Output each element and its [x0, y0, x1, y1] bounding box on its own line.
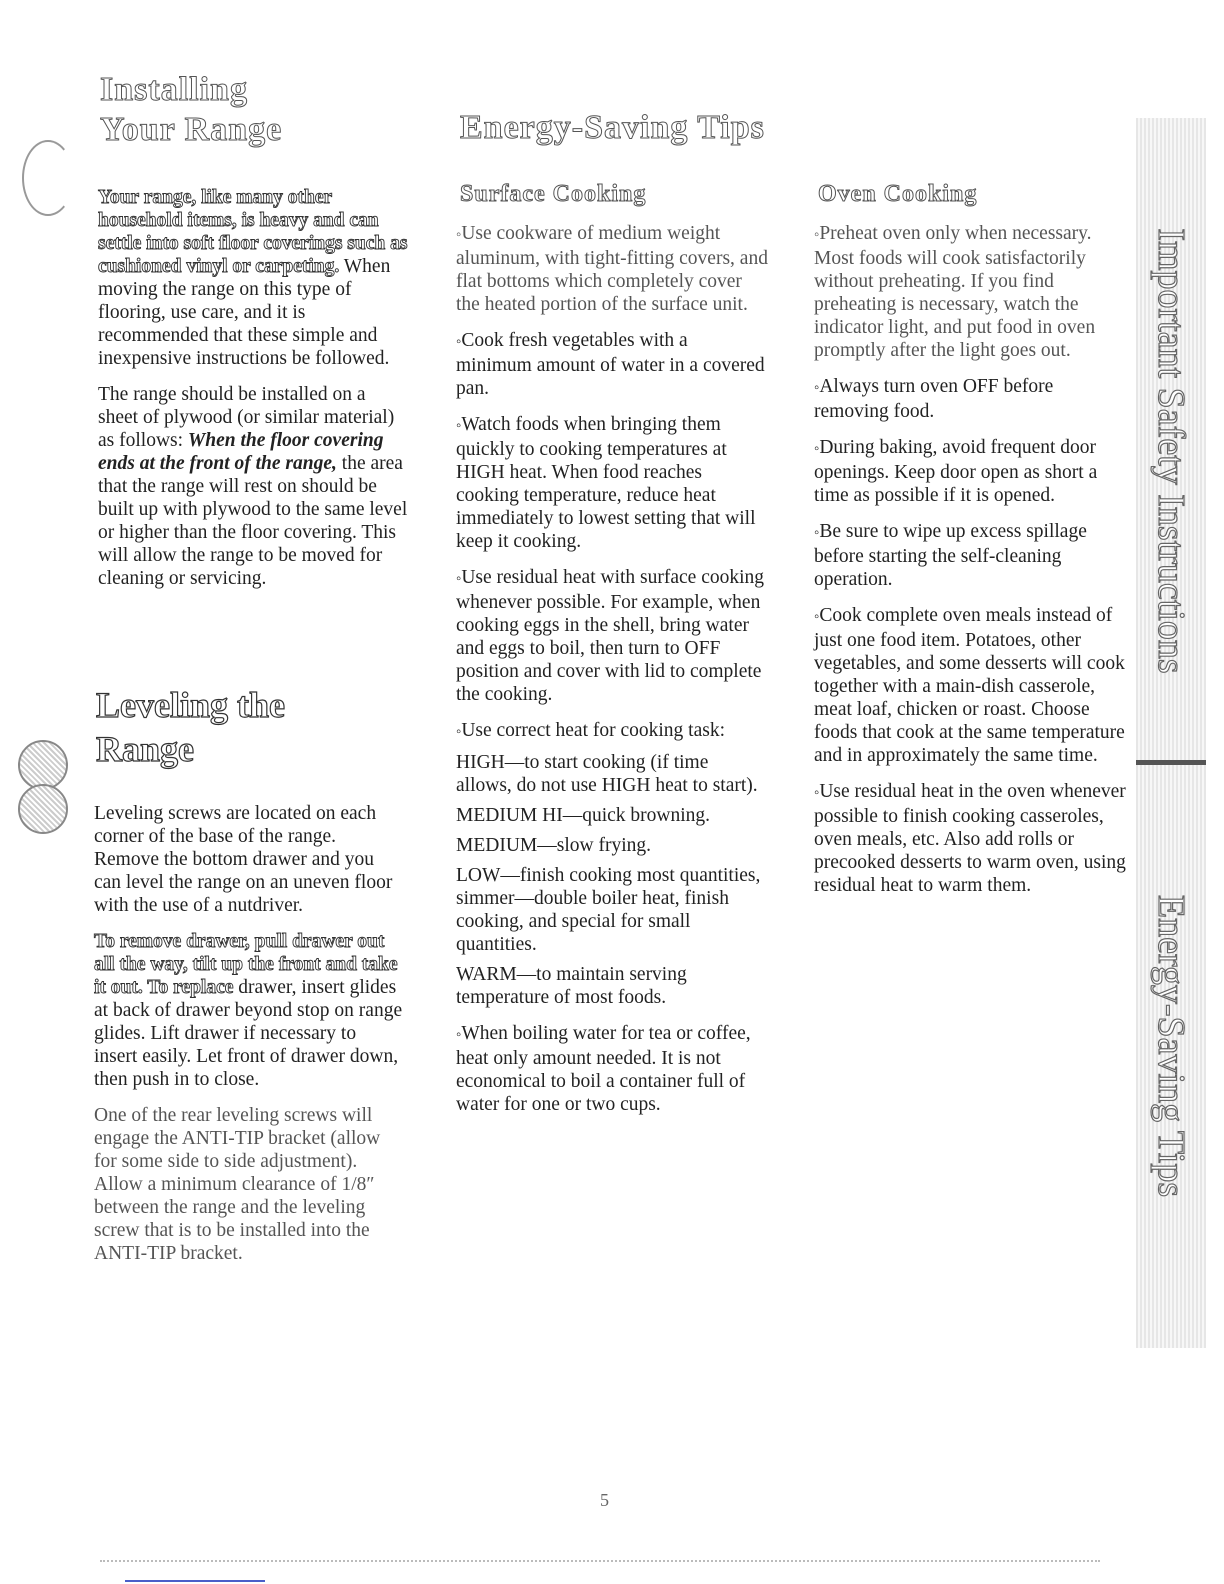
- page-number: 5: [600, 1490, 609, 1510]
- installing-paragraph-2: [98, 383, 408, 590]
- heat-level-item: MEDIUM—slow frying.: [456, 835, 651, 856]
- para2-emphasis: When the floor covering ends at the front of the range,: [98, 430, 384, 474]
- oven-cooking-title: Oven Cooking: [818, 181, 978, 207]
- surface-tip: ◦ Use cookware of medium weight aluminum, with tight-fitting covers, and flat bottoms which completely cover the heated portion of the surface unit.: [456, 222, 768, 316]
- heat-level-item: MEDIUM HI—quick browning.: [456, 805, 711, 826]
- leveling-paragraph-2: [94, 930, 404, 1091]
- oven-tip: ◦ Use residual heat in the oven whenever possible to finish cooking casseroles, oven meals, etc. Also add rolls or precooked desserts to warm oven, using residual heat to warm them.: [814, 780, 1126, 897]
- footer-accent-line: [125, 1580, 265, 1582]
- side-tab-safety: Important Safety Instructions: [1150, 228, 1192, 674]
- oven-tip: ◦ Cook complete oven meals instead of just one food item. Potatoes, other vegetables, and some desserts will cook together with a main-dish casserole, meat loaf, chicken or roast. Choose foods that cook at the same temperature and in approximately the same time.: [814, 604, 1126, 767]
- leveling-p2-rest: drawer, insert glides at back of drawer beyond stop on range glides. Lift drawer if necessary to insert easily. Let front of drawer down, then push in to close.: [94, 977, 403, 1090]
- footer-rule: [100, 1560, 1100, 1563]
- installing-title: [100, 70, 282, 150]
- oven-cooking-list: [814, 222, 1126, 910]
- oven-tip: ◦ Preheat oven only when necessary. Most foods will cook satisfactorily without preheating. If you find preheating is necessary, watch the indicator light, and put food in oven promptly after the light goes out.: [814, 222, 1126, 362]
- oven-tip: ◦ Always turn oven OFF before removing food.: [814, 375, 1126, 423]
- heat-level-item: HIGH—to start cooking (if time allows, do not use HIGH heat to start).: [456, 752, 758, 796]
- energy-saving-title: Energy-Saving Tips: [460, 109, 765, 146]
- surface-cooking-title: Surface Cooking: [460, 181, 647, 207]
- leveling-paragraph-1: Leveling screws are located on each corner of the base of the range. Remove the bottom drawer and you can level the range on an uneven floor with the use of a nutdriver.: [94, 803, 393, 916]
- intro-rest: When moving the range on this type of flooring, use care, and it is recommended that these simple and inexpensive instructions be followed.: [98, 256, 391, 369]
- oven-tip: ◦ Be sure to wipe up excess spillage before starting the self-cleaning operation.: [814, 520, 1126, 591]
- oven-tip: ◦ During baking, avoid frequent door openings. Keep door open as short a time as possible if it is opened.: [814, 436, 1126, 507]
- heat-level-item: WARM—to maintain serving temperature of most foods.: [456, 964, 687, 1008]
- title-line-2: Your Range: [100, 111, 283, 148]
- side-tab-energy: Energy-Saving Tips: [1150, 894, 1192, 1198]
- title-line-1: Installing: [100, 71, 248, 108]
- installing-intro: [98, 186, 408, 370]
- surface-cooking-list: [456, 222, 768, 1129]
- leveling-paragraph-3: One of the rear leveling screws will engage the ANTI-TIP bracket (allow for some side to side adjustment). Allow a minimum clearance of 1/8″ between the range and the leveling screw that is to be installed into the ANTI-TIP bracket.: [94, 1105, 381, 1264]
- decorative-seal-icon: [18, 784, 68, 834]
- surface-tip: ◦ Cook fresh vegetables with a minimum amount of water in a covered pan.: [456, 329, 768, 400]
- leveling-title-line-2: Range: [96, 729, 194, 769]
- surface-tip: ◦ Watch foods when bringing them quickly to cooking temperatures at HIGH heat. When food reaches cooking temperature, reduce heat immediately to lowest setting that will keep it cooking.: [456, 413, 768, 553]
- decorative-mark: [22, 140, 74, 216]
- side-tab-divider: [1136, 760, 1206, 765]
- surface-tip: ◦ When boiling water for tea or coffee, heat only amount needed. It is not economical to boil a container full of water for one or two cups.: [456, 1022, 768, 1116]
- decorative-seal-icon: [18, 740, 68, 790]
- leveling-p2-bold: To remove drawer, pull drawer out all the way, tilt up the front and take it out. To replace: [94, 931, 398, 998]
- para2-end: the area that the range will rest on should be built up with plywood to the same level or higher than the floor covering. This will allow the range to be moved for cleaning or servicing.: [98, 453, 408, 589]
- installing-section: [98, 186, 408, 603]
- surface-tip: ◦ Use correct heat for cooking task:: [456, 719, 768, 744]
- para2-start: The range should be installed on a sheet of plywood (or similar material) as follows:: [98, 384, 395, 451]
- intro-lead: Your range, like many other household items, is heavy and can settle into soft floor coverings such as cushioned vinyl or carpeting.: [98, 187, 408, 277]
- heat-level-item: LOW—finish cooking most quantities, simmer—double boiler heat, finish cooking, and special for small quantities.: [456, 865, 761, 955]
- leveling-section: [94, 802, 404, 1278]
- leveling-title: [96, 683, 285, 771]
- leveling-title-line-1: Leveling the: [96, 685, 285, 725]
- side-tab-strip: [1136, 118, 1206, 1348]
- surface-tip: ◦ Use residual heat with surface cooking whenever possible. For example, when cooking eggs in the shell, bring water and eggs to boil, then turn to OFF position and cover with lid to complete the cooking.: [456, 566, 768, 706]
